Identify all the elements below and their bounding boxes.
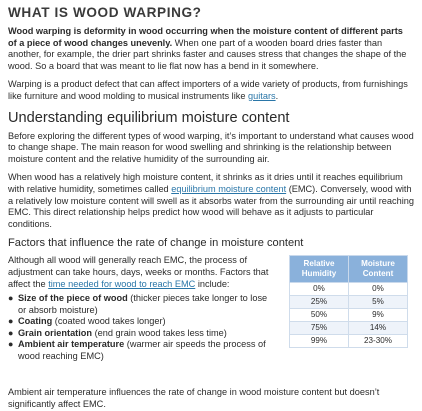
page-title: WHAT IS WOOD WARPING? xyxy=(8,5,202,20)
factor-detail: (thicker pieces take longer to lose or absorb moisture) xyxy=(18,293,268,315)
table-cell: 99% xyxy=(290,335,349,348)
list-item xyxy=(8,339,270,362)
table-row xyxy=(290,335,408,348)
header-relative-humidity: Relative Humidity xyxy=(290,256,349,283)
factors-text xyxy=(8,255,270,362)
factors-title: Factors that influence the rate of change in moisture content xyxy=(8,237,304,250)
list-item xyxy=(8,316,270,328)
factors-section xyxy=(8,255,414,383)
table-row xyxy=(290,322,408,335)
factor-name: Coating xyxy=(18,316,53,327)
table-header-row xyxy=(290,256,408,283)
factors-list xyxy=(8,293,270,363)
factor-detail: (warmer air speeds the process of wood reaching EMC) xyxy=(18,339,266,362)
table-cell: 5% xyxy=(349,296,408,309)
table-cell: 9% xyxy=(349,309,408,322)
table-cell: 0% xyxy=(349,283,408,296)
emc-text: When wood has a relatively high moisture content, it shrinks as it dries until it reaches equilibrium with relative humidity, sometimes called xyxy=(8,172,403,194)
defect-end: . xyxy=(275,90,279,101)
moisture-content-table xyxy=(289,255,408,348)
table-cell: 75% xyxy=(290,322,349,335)
factors-intro-text: Although all wood will generally reach EMC, the process of adjustment can take hours, days, weeks or months. Factors that affect the xyxy=(8,255,269,289)
emc-text-rest: (EMC). Conversely, wood with a relatively low moisture content will swell as it absorbs water from the surrounding air until reaching EMC. This direct relationship helps predict how wood will behave as it adjusts to particular conditions. xyxy=(8,183,414,229)
table-row xyxy=(290,283,408,296)
intro-bold: Wood warping is deformity in wood occurring when the moisture content of different parts of a piece of wood changes unevenly. xyxy=(8,26,403,48)
table-cell: 50% xyxy=(290,309,349,322)
bullet-icon: ● xyxy=(8,316,14,327)
emc-paragraph xyxy=(8,172,414,230)
table-cell: 14% xyxy=(349,322,408,335)
defect-text: Warping is a product defect that can affect importers of a wide variety of products, from furnishings like furniture and wood molding to musical instruments like xyxy=(8,79,408,101)
factor-name: Size of the piece of wood xyxy=(18,293,128,304)
table-cell: 23-30% xyxy=(349,335,408,348)
table-row xyxy=(290,309,408,322)
emc-link[interactable]: equilibrium moisture content xyxy=(171,183,287,194)
header-moisture-content: Moisture Content xyxy=(349,256,408,283)
factor-detail: (coated wood takes longer) xyxy=(52,316,166,327)
closing-paragraph: Ambient air temperature influences the rate of change in wood moisture content but doesn’t significantly affect EMC. xyxy=(8,387,380,409)
bullet-icon: ● xyxy=(8,327,14,338)
factor-detail: (end grain wood takes less time) xyxy=(92,327,227,338)
factor-name: Grain orientation xyxy=(18,327,93,338)
before-exploring-paragraph: Before exploring the different types of wood warping, it’s important to understand what causes wood to change shape. The main reason for wood swelling and shrinking is the relationship between moisture content and the relative humidity of the surrounding air. xyxy=(8,130,414,164)
bullet-icon: ● xyxy=(8,293,14,304)
time-to-emc-link[interactable]: time needed for wood to reach EMC xyxy=(48,278,196,289)
factors-intro xyxy=(8,255,270,290)
bullet-icon: ● xyxy=(8,339,14,350)
table-cell: 0% xyxy=(290,283,349,296)
guitars-link[interactable]: guitars xyxy=(248,90,276,101)
factors-intro-end: include: xyxy=(195,278,230,289)
table-row xyxy=(290,296,408,309)
intro-paragraph xyxy=(8,26,414,72)
list-item xyxy=(8,293,270,316)
section-title-emc: Understanding equilibrium moisture content xyxy=(8,109,290,126)
list-item xyxy=(8,328,270,340)
table-cell: 25% xyxy=(290,296,349,309)
factor-name: Ambient air temperature xyxy=(18,339,125,350)
defect-paragraph xyxy=(8,79,414,102)
intro-rest: When one part of a wooden board dries faster than another, for example, the drier part shrinks faster and causes stress that changes the shape of the wood. So a board that was meant to lie flat now has a bend in it somewhere. xyxy=(8,37,407,71)
